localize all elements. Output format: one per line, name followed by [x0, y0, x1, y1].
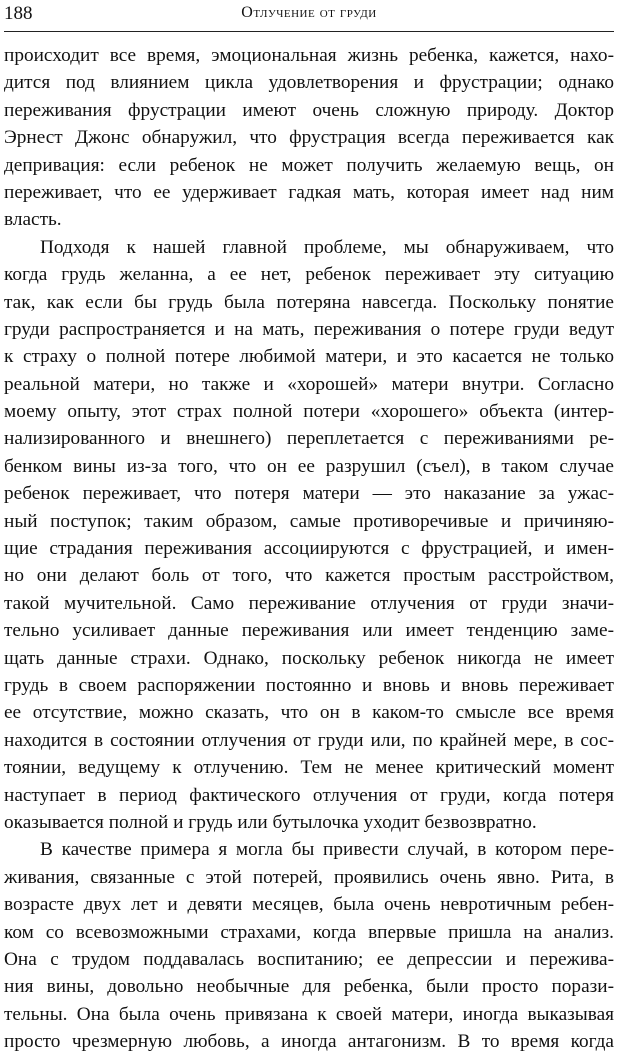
text-line: бенком вины из-за того, что он ее разрушил (съел), в таком случае	[4, 455, 614, 477]
text-line: такой мучительной. Само переживание отлучения от груди значи-	[4, 592, 614, 614]
text-line: тельны. Она была очень привязана к своей матери, иногда выказывая	[4, 1003, 614, 1025]
text-line: переживания фрустрации имеют очень сложную природу. Доктор	[4, 99, 614, 121]
text-line: Она с трудом поддавалась воспитанию; ее депрессии и пережива-	[4, 948, 614, 970]
text-line: моему опыту, этот страх полной потери «хорошего» объекта (интер-	[4, 401, 614, 423]
text-line: тоянии, ведущему к отлучению. Тем не менее критический момент	[4, 757, 614, 779]
text-line: происходит все время, эмоциональная жизнь ребенка, кажется, нахо-	[4, 45, 614, 66]
text-line: дится под влиянием цикла удовлетворения и фрустрации; однако	[4, 72, 614, 94]
text-line: грудь в своем распоряжении постоянно и вновь и вновь переживает	[4, 674, 614, 696]
text-line: груди распространяется и на мать, переживания о потере груди ведут	[4, 318, 614, 340]
text-line: переживает, что ее удерживает гадкая мать, которая имеет над ним	[4, 181, 614, 203]
text-line: нализированного и внешнего) переплетается с переживаниями ре-	[4, 428, 614, 450]
paragraph	[4, 836, 614, 1055]
text-line: власть.	[4, 209, 62, 231]
text-line: к страху о полной потере любимой матери, и это касается не только	[4, 346, 614, 368]
text-line: щие страдания переживания ассоциируются с фрустрацией, и имен-	[4, 538, 614, 560]
text-line: ее отсутствие, можно сказать, что он в каком-то смысле все время	[4, 702, 614, 724]
text-line: реальной матери, но также и «хорошей» матери внутри. Согласно	[4, 373, 614, 395]
text-line: так, как если бы грудь была потеряна навсегда. Поскольку понятие	[4, 291, 614, 313]
page-header	[4, 0, 614, 38]
text-line: В качестве примера я могла бы привести случай, в котором пере-	[40, 839, 614, 861]
text-line: депривация: если ребенок не может получить желаемую вещь, он	[4, 154, 614, 176]
text-line: но они делают боль от того, что кажется простым расстройством,	[4, 565, 614, 587]
body-text	[4, 42, 614, 1055]
text-line: тельно усиливает данные переживания или имеет тенденцию заме-	[4, 620, 614, 642]
text-line: Подходя к нашей главной проблеме, мы обнаруживаем, что	[40, 236, 614, 258]
paragraph	[4, 42, 614, 234]
running-title: Отлучение от груди	[241, 4, 377, 21]
text-line: возрасте двух лет и девяти месяцев, была очень невротичным ребен-	[4, 894, 614, 916]
page-number: 188	[4, 3, 33, 24]
text-line: Эрнест Джонс обнаружил, что фрустрация всегда переживается как	[4, 127, 614, 149]
text-line: щать данные страхи. Однако, поскольку ребенок никогда не имеет	[4, 647, 614, 669]
text-line: живания, связанные с этой потерей, проявились очень явно. Рита, в	[4, 866, 614, 888]
text-line: ком со всевозможными страхами, когда впервые пришла на анализ.	[4, 921, 614, 943]
paragraph	[4, 234, 614, 837]
text-line: находится в состоянии отлучения от груди или, по крайней мере, в сос-	[4, 729, 614, 751]
text-line: наступает в период фактического отлучения от груди, когда потеря	[4, 784, 614, 806]
text-line: ребенок переживает, что потеря матери — это наказание за ужас-	[4, 483, 614, 505]
text-line: когда грудь желанна, а ее нет, ребенок переживает эту ситуацию	[4, 264, 614, 286]
text-line: оказывается полной и грудь или бутылочка уходит безвозвратно.	[4, 811, 537, 833]
text-line: ный поступок; таким образом, самые противоречивые и причиняю-	[4, 510, 614, 532]
text-line: ния вины, довольно необычные для ребенка, были просто порази-	[4, 976, 614, 998]
header-rule	[4, 31, 614, 32]
text-line: просто чрезмерную любовь, а иногда антагонизм. В то время когда	[4, 1031, 614, 1053]
